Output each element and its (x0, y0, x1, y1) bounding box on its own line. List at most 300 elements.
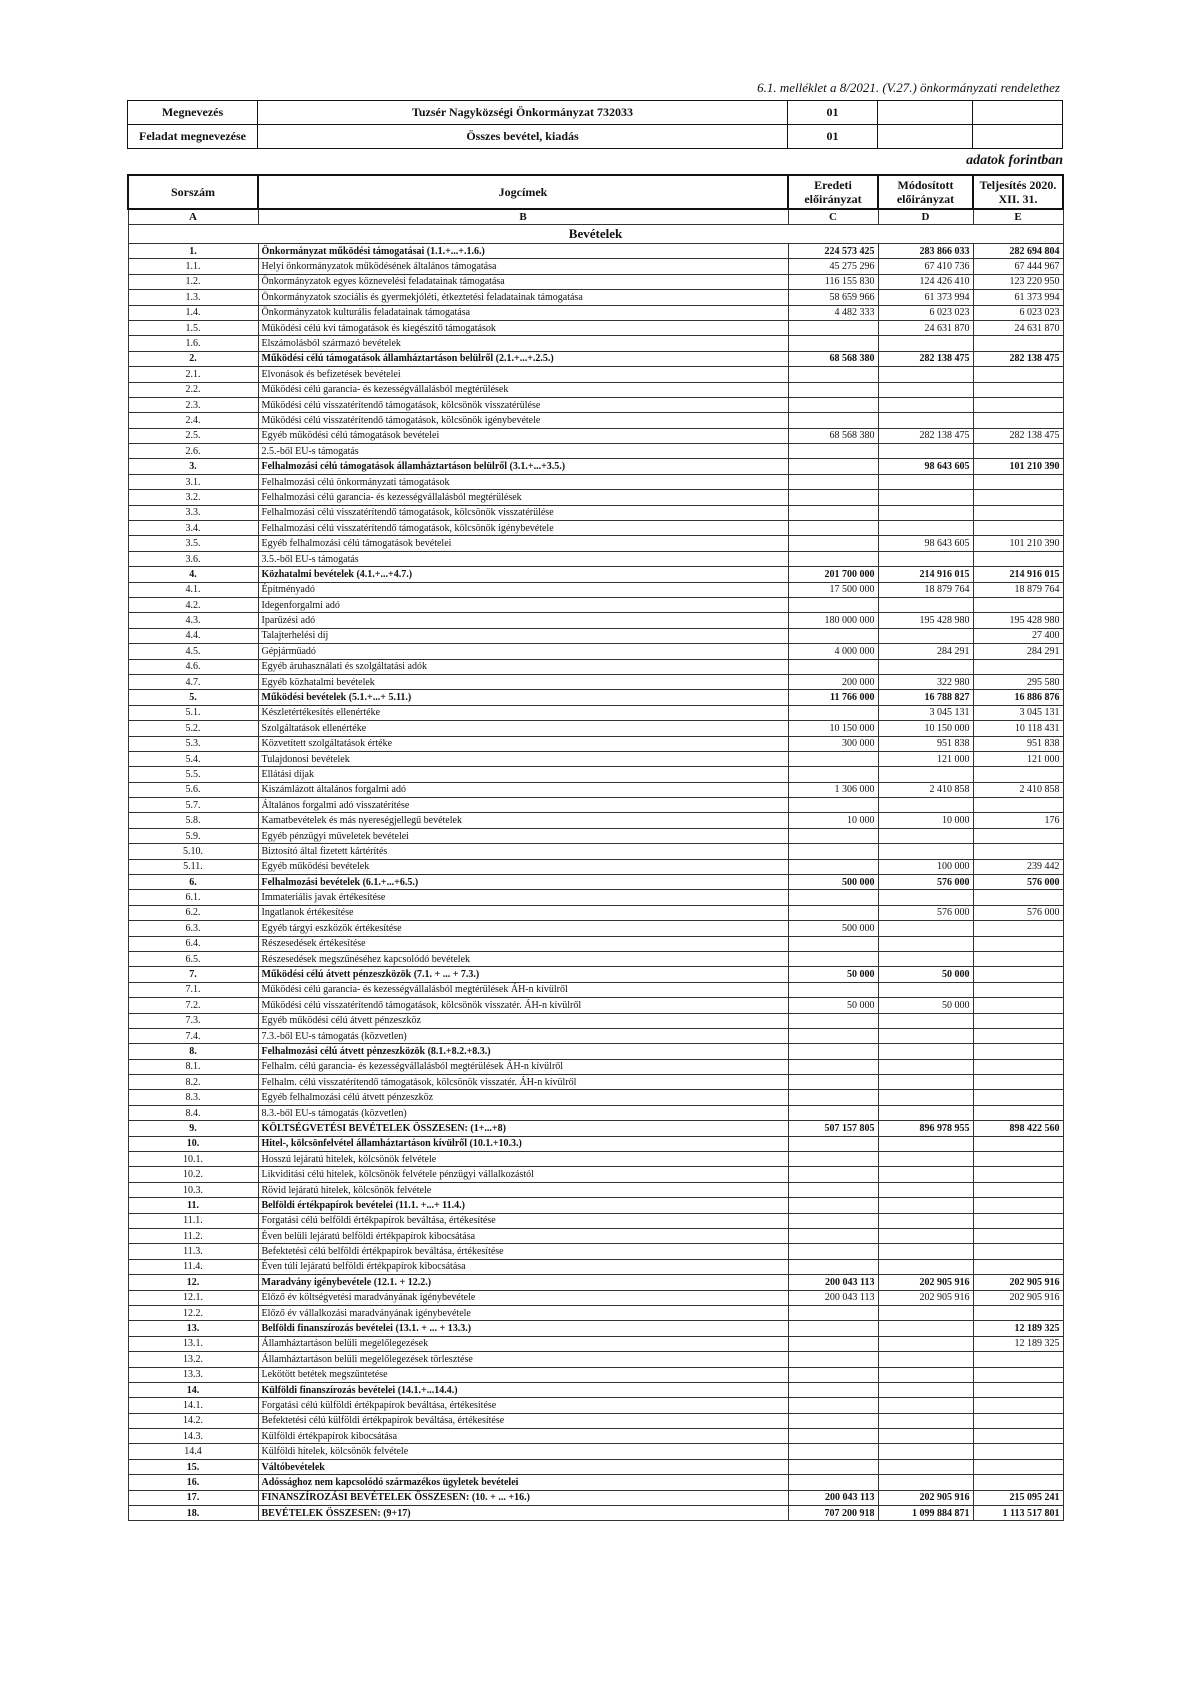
row-eredeti: 50 000 (788, 967, 878, 982)
row-number: 13.3. (128, 1367, 258, 1382)
row-teljesites: 27 400 (973, 628, 1063, 643)
row-title: Működési célú támogatások államháztartáson belülről (2.1.+...+.2.5.) (258, 351, 788, 366)
row-number: 7.2. (128, 998, 258, 1013)
row-modositott (878, 828, 973, 843)
row-eredeti: 200 043 113 (788, 1275, 878, 1290)
row-title: Felhalmozási célú garancia- és kezességvállalásból megtérülések (258, 490, 788, 505)
table-row (128, 998, 1063, 1013)
table-row (128, 982, 1063, 997)
annex-note: 6.1. melléklet a 8/2021. (V.27.) önkormányzati rendelethez (757, 80, 1060, 95)
row-title: Hitel-, kölcsönfelvétel államháztartáson kívülről (10.1.+10.3.) (258, 1136, 788, 1151)
row-title: 2.5.-ből EU-s támogatás (258, 444, 788, 459)
row-modositott: 284 291 (878, 644, 973, 659)
row-title: Maradvány igénybevétele (12.1. + 12.2.) (258, 1275, 788, 1290)
row-title: Váltóbevételek (258, 1459, 788, 1474)
row-teljesites (973, 551, 1063, 566)
table-row (128, 1259, 1063, 1274)
row-title: Működési bevételek (5.1.+...+ 5.11.) (258, 690, 788, 705)
row-eredeti (788, 551, 878, 566)
row-eredeti: 707 200 918 (788, 1506, 878, 1521)
table-row (128, 1352, 1063, 1367)
col-header-modositott: Módosított előirányzat (878, 175, 973, 209)
row-title: Önkormányzat működési támogatásai (1.1.+...+.1.6.) (258, 244, 788, 259)
row-eredeti (788, 1259, 878, 1274)
row-number: 10.1. (128, 1152, 258, 1167)
row-number: 4.4. (128, 628, 258, 643)
row-title: Idegenforgalmi adó (258, 597, 788, 612)
row-modositott (878, 1213, 973, 1228)
row-number: 1. (128, 244, 258, 259)
row-title: Belföldi finanszírozás bevételei (13.1. + ... + 13.3.) (258, 1321, 788, 1336)
table-row (128, 505, 1063, 520)
col-header-teljesites: Teljesítés 2020. XII. 31. (973, 175, 1063, 209)
header-empty (973, 101, 1063, 125)
row-number: 5.5. (128, 767, 258, 782)
row-eredeti (788, 597, 878, 612)
row-number: 7. (128, 967, 258, 982)
table-row (128, 921, 1063, 936)
row-teljesites (973, 1244, 1063, 1259)
row-number: 5.4. (128, 751, 258, 766)
table-row (128, 597, 1063, 612)
column-letter-row (128, 209, 1063, 225)
row-teljesites: 215 095 241 (973, 1490, 1063, 1505)
row-teljesites: 576 000 (973, 875, 1063, 890)
row-eredeti (788, 1198, 878, 1213)
row-modositott (878, 413, 973, 428)
row-teljesites: 3 045 131 (973, 705, 1063, 720)
row-modositott (878, 1429, 973, 1444)
row-number: 1.2. (128, 274, 258, 289)
col-header-sorszam: Sorszám (128, 175, 258, 209)
row-teljesites (973, 982, 1063, 997)
row-number: 8.1. (128, 1059, 258, 1074)
row-teljesites: 101 210 390 (973, 459, 1063, 474)
row-modositott: 202 905 916 (878, 1275, 973, 1290)
row-teljesites (973, 1459, 1063, 1474)
row-teljesites: 123 220 950 (973, 274, 1063, 289)
row-title: Működési célú garancia- és kezességvállalásból megtérülések ÁH-n kívülről (258, 982, 788, 997)
row-teljesites (973, 1013, 1063, 1028)
section-title: Bevételek (128, 225, 1063, 244)
row-eredeti (788, 936, 878, 951)
row-teljesites: 121 000 (973, 751, 1063, 766)
row-title: Építményadó (258, 582, 788, 597)
revenue-table (127, 174, 1064, 1521)
row-modositott (878, 767, 973, 782)
row-number: 1.1. (128, 259, 258, 274)
row-eredeti (788, 413, 878, 428)
table-row (128, 582, 1063, 597)
row-teljesites: 2 410 858 (973, 782, 1063, 797)
row-title: Működési célú garancia- és kezességvállalásból megtérülések (258, 382, 788, 397)
row-title: Felhalmozási célú visszatérítendő támogatások, kölcsönök igénybevétele (258, 521, 788, 536)
table-row (128, 659, 1063, 674)
row-modositott (878, 1382, 973, 1397)
row-title: Elszámolásból származó bevételek (258, 336, 788, 351)
row-title: Forgatási célú belföldi értékpapírok beváltása, értékesítése (258, 1213, 788, 1228)
row-modositott (878, 936, 973, 951)
row-eredeti (788, 1444, 878, 1459)
row-modositott (878, 336, 973, 351)
table-row (128, 1213, 1063, 1228)
row-modositott: 121 000 (878, 751, 973, 766)
row-modositott: 3 045 131 (878, 705, 973, 720)
table-row (128, 1336, 1063, 1351)
table-row (128, 551, 1063, 566)
row-eredeti (788, 505, 878, 520)
row-modositott (878, 1444, 973, 1459)
row-modositott (878, 1259, 973, 1274)
row-eredeti: 224 573 425 (788, 244, 878, 259)
row-eredeti (788, 844, 878, 859)
row-modositott: 2 410 858 (878, 782, 973, 797)
table-row (128, 1229, 1063, 1244)
row-teljesites (973, 844, 1063, 859)
table-row (128, 444, 1063, 459)
row-eredeti: 200 043 113 (788, 1290, 878, 1305)
row-modositott (878, 1105, 973, 1120)
row-modositott (878, 1152, 973, 1167)
row-eredeti: 116 155 830 (788, 274, 878, 289)
row-teljesites (973, 336, 1063, 351)
row-number: 10. (128, 1136, 258, 1151)
row-title: Éven belüli lejáratú belföldi értékpapírok kibocsátása (258, 1229, 788, 1244)
row-eredeti: 500 000 (788, 921, 878, 936)
row-eredeti (788, 1321, 878, 1336)
row-teljesites: 101 210 390 (973, 536, 1063, 551)
table-row (128, 1028, 1063, 1043)
row-title: Külföldi értékpapírok kibocsátása (258, 1429, 788, 1444)
row-modositott (878, 1075, 973, 1090)
row-teljesites: 24 631 870 (973, 320, 1063, 335)
row-teljesites (973, 413, 1063, 428)
row-eredeti (788, 628, 878, 643)
row-teljesites (973, 1213, 1063, 1228)
row-title: Működési célú visszatérítendő támogatások, kölcsönök visszatérülése (258, 397, 788, 412)
row-eredeti (788, 1459, 878, 1474)
row-eredeti (788, 982, 878, 997)
row-eredeti (788, 1229, 878, 1244)
row-number: 8.2. (128, 1075, 258, 1090)
row-teljesites (973, 1229, 1063, 1244)
row-number: 10.3. (128, 1182, 258, 1197)
row-number: 11.1. (128, 1213, 258, 1228)
row-number: 5.2. (128, 721, 258, 736)
row-number: 12.2. (128, 1305, 258, 1320)
row-teljesites (973, 659, 1063, 674)
row-number: 11.3. (128, 1244, 258, 1259)
row-eredeti: 45 275 296 (788, 259, 878, 274)
row-eredeti (788, 490, 878, 505)
row-teljesites (973, 1044, 1063, 1059)
row-modositott: 98 643 605 (878, 459, 973, 474)
table-row (128, 1152, 1063, 1167)
row-title: BEVÉTELEK ÖSSZESEN: (9+17) (258, 1506, 788, 1521)
header-row-1 (128, 101, 1063, 125)
row-teljesites: 12 189 325 (973, 1336, 1063, 1351)
row-number: 5.11. (128, 859, 258, 874)
row-teljesites (973, 767, 1063, 782)
row-modositott (878, 1305, 973, 1320)
row-modositott (878, 982, 973, 997)
row-title: KÖLTSÉGVETÉSI BEVÉTELEK ÖSSZESEN: (1+...+8) (258, 1121, 788, 1136)
row-modositott (878, 1475, 973, 1490)
table-body (128, 244, 1063, 1521)
row-number: 13.2. (128, 1352, 258, 1367)
row-modositott (878, 844, 973, 859)
header-label: Megnevezés (128, 101, 258, 125)
row-modositott: 98 643 605 (878, 536, 973, 551)
table-row (128, 1090, 1063, 1105)
row-teljesites: 295 580 (973, 674, 1063, 689)
row-title: 8.3.-ből EU-s támogatás (közvetlen) (258, 1105, 788, 1120)
row-eredeti (788, 828, 878, 843)
table-row (128, 567, 1063, 582)
row-teljesites: 576 000 (973, 905, 1063, 920)
row-teljesites (973, 1259, 1063, 1274)
row-title: Rövid lejáratú hitelek, kölcsönök felvétele (258, 1182, 788, 1197)
row-modositott (878, 890, 973, 905)
row-title: Egyéb működési célú támogatások bevételei (258, 428, 788, 443)
row-number: 2.5. (128, 428, 258, 443)
table-row (128, 1275, 1063, 1290)
table-row (128, 521, 1063, 536)
col-letter: C (788, 209, 878, 225)
row-modositott: 202 905 916 (878, 1290, 973, 1305)
row-title: Felhalmozási célú átvett pénzeszközök (8.1.+8.2.+8.3.) (258, 1044, 788, 1059)
row-modositott (878, 628, 973, 643)
row-eredeti (788, 1413, 878, 1428)
row-number: 10.2. (128, 1167, 258, 1182)
table-row (128, 1305, 1063, 1320)
row-teljesites (973, 1367, 1063, 1382)
row-title: Kiszámlázott általános forgalmi adó (258, 782, 788, 797)
row-eredeti: 300 000 (788, 736, 878, 751)
row-eredeti: 58 659 966 (788, 290, 878, 305)
row-eredeti (788, 1013, 878, 1028)
row-teljesites (973, 382, 1063, 397)
row-number: 6.2. (128, 905, 258, 920)
row-eredeti (788, 890, 878, 905)
table-row (128, 490, 1063, 505)
row-title: Felhalmozási célú támogatások államháztartáson belülről (3.1.+...+3.5.) (258, 459, 788, 474)
table-row (128, 259, 1063, 274)
row-number: 12. (128, 1275, 258, 1290)
row-number: 3.4. (128, 521, 258, 536)
row-number: 7.3. (128, 1013, 258, 1028)
row-modositott (878, 597, 973, 612)
row-teljesites (973, 1167, 1063, 1182)
row-number: 2. (128, 351, 258, 366)
header-label: Feladat megnevezése (128, 125, 258, 149)
row-title: Egyéb közhatalmi bevételek (258, 674, 788, 689)
row-eredeti (788, 336, 878, 351)
row-modositott: 282 138 475 (878, 351, 973, 366)
row-teljesites: 10 118 431 (973, 721, 1063, 736)
unit-label: adatok forintban (966, 153, 1063, 168)
row-modositott (878, 1090, 973, 1105)
row-modositott (878, 1167, 973, 1182)
row-number: 16. (128, 1475, 258, 1490)
table-row (128, 705, 1063, 720)
row-number: 3. (128, 459, 258, 474)
row-number: 14.3. (128, 1429, 258, 1444)
row-eredeti (788, 705, 878, 720)
row-number: 6.4. (128, 936, 258, 951)
table-row (128, 1013, 1063, 1028)
row-title: 7.3.-ből EU-s támogatás (közvetlen) (258, 1028, 788, 1043)
table-row (128, 751, 1063, 766)
row-modositott: 1 099 884 871 (878, 1506, 973, 1521)
row-teljesites (973, 1105, 1063, 1120)
row-eredeti: 507 157 805 (788, 1121, 878, 1136)
row-teljesites (973, 1352, 1063, 1367)
row-teljesites (973, 1075, 1063, 1090)
row-eredeti (788, 767, 878, 782)
row-eredeti: 50 000 (788, 998, 878, 1013)
table-row (128, 459, 1063, 474)
row-eredeti (788, 1059, 878, 1074)
table-row (128, 320, 1063, 335)
row-number: 5.3. (128, 736, 258, 751)
row-teljesites (973, 1136, 1063, 1151)
row-eredeti (788, 1398, 878, 1413)
row-number: 18. (128, 1506, 258, 1521)
col-letter: D (878, 209, 973, 225)
row-number: 2.4. (128, 413, 258, 428)
row-number: 7.4. (128, 1028, 258, 1043)
row-teljesites (973, 890, 1063, 905)
table-row (128, 1244, 1063, 1259)
row-title: Részesedések értékesítése (258, 936, 788, 951)
table-row (128, 1075, 1063, 1090)
row-title: Befektetési célú belföldi értékpapírok beváltása, értékesítése (258, 1244, 788, 1259)
row-modositott: 24 631 870 (878, 320, 973, 335)
row-title: Egyéb áruhasználati és szolgáltatási adók (258, 659, 788, 674)
row-modositott: 214 916 015 (878, 567, 973, 582)
row-number: 15. (128, 1459, 258, 1474)
header-empty (973, 125, 1063, 149)
row-number: 4.6. (128, 659, 258, 674)
table-row (128, 613, 1063, 628)
table-row (128, 905, 1063, 920)
row-eredeti (788, 320, 878, 335)
row-title: 3.5.-ből EU-s támogatás (258, 551, 788, 566)
row-number: 1.5. (128, 320, 258, 335)
row-modositott: 576 000 (878, 875, 973, 890)
row-eredeti (788, 1336, 878, 1351)
row-title: Immateriális javak értékesítése (258, 890, 788, 905)
row-number: 2.3. (128, 397, 258, 412)
header-code: 01 (788, 125, 878, 149)
row-title: Iparűzési adó (258, 613, 788, 628)
row-number: 4.2. (128, 597, 258, 612)
table-row (128, 1429, 1063, 1444)
row-eredeti (788, 1429, 878, 1444)
row-eredeti (788, 1044, 878, 1059)
row-eredeti (788, 1136, 878, 1151)
row-number: 14.4 (128, 1444, 258, 1459)
col-letter: B (258, 209, 788, 225)
row-title: FINANSZÍROZÁSI BEVÉTELEK ÖSSZESEN: (10. + ... +16.) (258, 1490, 788, 1505)
table-row (128, 1506, 1063, 1521)
row-eredeti (788, 1244, 878, 1259)
row-teljesites (973, 597, 1063, 612)
row-number: 8.4. (128, 1105, 258, 1120)
row-modositott (878, 1367, 973, 1382)
row-eredeti (788, 659, 878, 674)
row-eredeti (788, 521, 878, 536)
row-title: Államháztartáson belüli megelőlegezések törlesztése (258, 1352, 788, 1367)
table-row (128, 305, 1063, 320)
row-title: Egyéb pénzügyi műveletek bevételei (258, 828, 788, 843)
row-teljesites (973, 474, 1063, 489)
row-number: 6.1. (128, 890, 258, 905)
row-teljesites (973, 490, 1063, 505)
table-row (128, 1413, 1063, 1428)
row-teljesites: 176 (973, 813, 1063, 828)
col-letter: A (128, 209, 258, 225)
col-header-eredeti: Eredeti előirányzat (788, 175, 878, 209)
row-title: Felhalm. célú garancia- és kezességvállalásból megtérülések ÁH-n kívülről (258, 1059, 788, 1074)
row-number: 5.7. (128, 798, 258, 813)
header-code: 01 (788, 101, 878, 125)
row-eredeti: 200 000 (788, 674, 878, 689)
row-eredeti (788, 1382, 878, 1397)
row-modositott: 16 788 827 (878, 690, 973, 705)
row-number: 1.4. (128, 305, 258, 320)
table-row (128, 274, 1063, 289)
row-title: Előző év vállalkozási maradványának igénybevétele (258, 1305, 788, 1320)
row-eredeti (788, 1152, 878, 1167)
row-number: 4.5. (128, 644, 258, 659)
table-row (128, 367, 1063, 382)
row-eredeti: 180 000 000 (788, 613, 878, 628)
row-modositott: 951 838 (878, 736, 973, 751)
row-number: 4.3. (128, 613, 258, 628)
row-modositott: 896 978 955 (878, 1121, 973, 1136)
row-number: 6.3. (128, 921, 258, 936)
table-row (128, 1182, 1063, 1197)
row-title: Előző év költségvetési maradványának igénybevétele (258, 1290, 788, 1305)
table-row (128, 1382, 1063, 1397)
row-modositott (878, 397, 973, 412)
row-eredeti: 68 568 380 (788, 351, 878, 366)
row-modositott (878, 1182, 973, 1197)
row-teljesites: 61 373 994 (973, 290, 1063, 305)
row-title: Külföldi hitelek, kölcsönök felvétele (258, 1444, 788, 1459)
row-eredeti: 200 043 113 (788, 1490, 878, 1505)
row-title: Biztosító által fizetett kártérítés (258, 844, 788, 859)
row-title: Működési célú visszatérítendő támogatások, kölcsönök igénybevétele (258, 413, 788, 428)
row-modositott (878, 1459, 973, 1474)
column-header-row (128, 175, 1063, 209)
row-modositott: 100 000 (878, 859, 973, 874)
row-eredeti (788, 751, 878, 766)
row-number: 2.2. (128, 382, 258, 397)
table-row (128, 859, 1063, 874)
row-teljesites: 6 023 023 (973, 305, 1063, 320)
row-number: 8. (128, 1044, 258, 1059)
row-eredeti: 1 306 000 (788, 782, 878, 797)
row-teljesites (973, 1382, 1063, 1397)
row-title: Készletértékesítés ellenértéke (258, 705, 788, 720)
row-modositott (878, 1136, 973, 1151)
row-title: Működési célú visszatérítendő támogatások, kölcsönök visszatér. ÁH-n kívülről (258, 998, 788, 1013)
row-eredeti (788, 1305, 878, 1320)
row-teljesites: 898 422 560 (973, 1121, 1063, 1136)
